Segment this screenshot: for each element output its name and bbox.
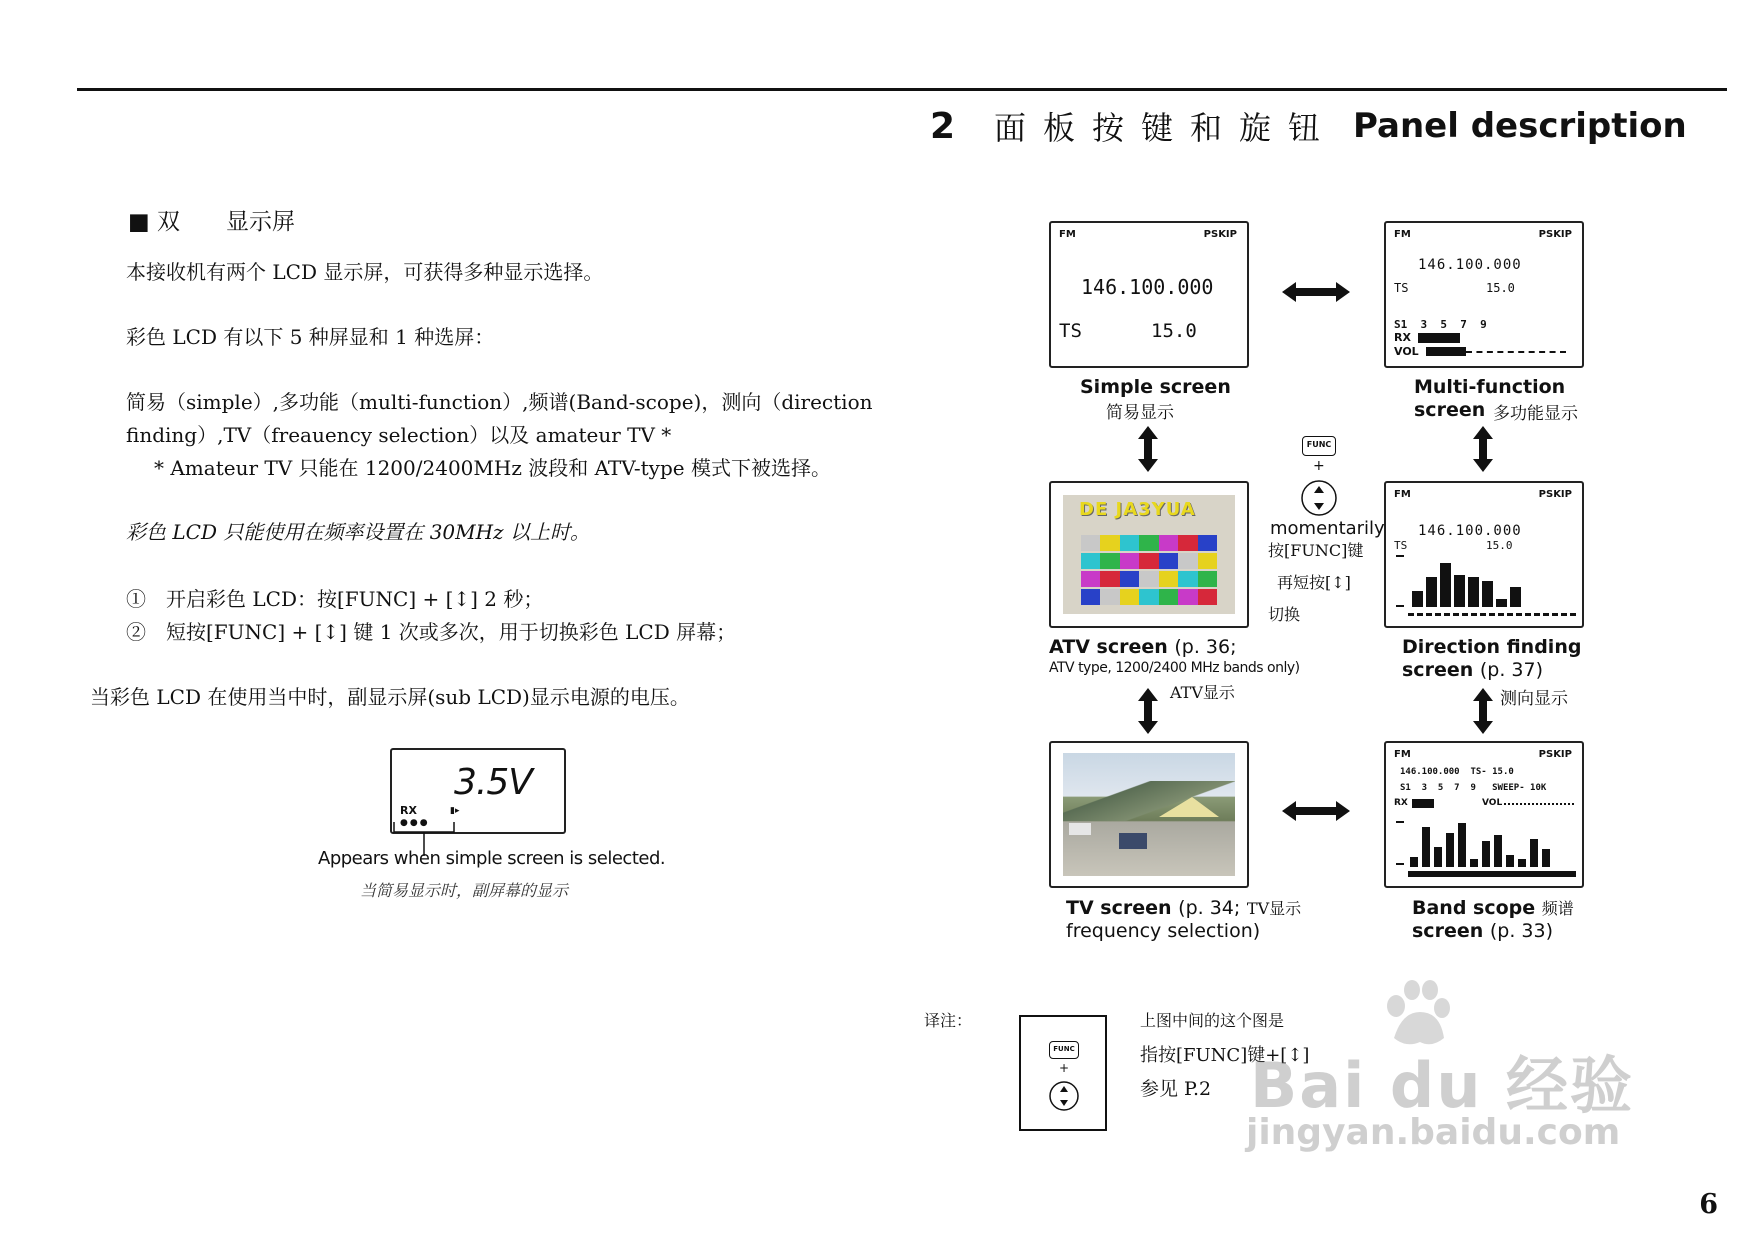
atv-bar (1100, 553, 1119, 569)
direction-caption-line2 (1402, 659, 1543, 681)
atv-bar (1100, 535, 1119, 551)
multi-caption-en-2: screen (1414, 399, 1486, 421)
atv-screen (1049, 481, 1249, 628)
tv-screen (1049, 741, 1249, 888)
direction-ts-label: TS (1394, 539, 1408, 552)
tv-caption-en-2: frequency selection) (1066, 920, 1261, 942)
band-sweep-bar (1408, 871, 1576, 877)
sub-lcd-caption-en: Appears when simple screen is selected. (318, 848, 666, 869)
note-plus: + (1059, 1061, 1070, 1075)
band-scope-bars (1410, 819, 1550, 867)
atv-bar (1198, 553, 1217, 569)
center-plus: + (1313, 458, 1325, 474)
simple-ts-label: TS (1059, 320, 1082, 342)
note-func-key-icon: FUNC (1049, 1041, 1079, 1059)
atv-bar (1120, 535, 1139, 551)
paragraph-1: 本接收机有两个 LCD 显示屏，可获得多种显示选择。 (126, 260, 604, 284)
direction-caption-page: (p. 37) (1479, 659, 1544, 681)
atv-bar (1178, 553, 1197, 569)
atv-caption-cn: ATV显示 (1170, 683, 1235, 702)
atv-color-bars (1081, 535, 1217, 609)
atv-bar (1120, 571, 1139, 587)
sub-lcd-dots: ●●● (400, 818, 430, 828)
simple-frequency: 146.100.000 (1081, 275, 1214, 299)
step-1: ① 开启彩色 LCD：按[FUNC] + [↕] 2 秒； (126, 587, 544, 611)
band-vol-track (1504, 803, 1574, 805)
atv-bar (1081, 589, 1100, 605)
page-number: 6 (1699, 1189, 1718, 1220)
atv-bar-row (1081, 553, 1217, 569)
direction-scale (1396, 555, 1404, 607)
watermark-url: jingyan.baidu.com (1246, 1112, 1621, 1153)
step-2: ② 短按[FUNC] + [↕] 键 1 次或多次，用于切换彩色 LCD 屏幕； (126, 620, 737, 644)
atv-bar (1100, 589, 1119, 605)
multi-s-scale: S1 3 5 7 9 (1394, 318, 1487, 331)
atv-bar (1081, 553, 1100, 569)
simple-screen (1049, 221, 1249, 368)
atv-bar (1159, 535, 1178, 551)
simple-pskip: PSKIP (1203, 229, 1237, 240)
multi-ts-value: 15.0 (1486, 281, 1515, 295)
arrow-direction-band (1472, 688, 1494, 734)
multi-caption-en: Multi-function (1414, 376, 1566, 398)
tv-caption (1066, 897, 1301, 920)
band-vol: VOL (1482, 798, 1503, 808)
tv-picture (1063, 753, 1235, 876)
atv-bar (1081, 571, 1100, 587)
multi-vol-track (1466, 351, 1566, 353)
tv-caption-cn: TV显示 (1246, 899, 1302, 918)
note-line-2: 指按[FUNC]键+[↕] (1140, 1045, 1310, 1066)
atv-bar (1081, 535, 1100, 551)
atv-bar (1198, 571, 1217, 587)
paragraph-3-line-2: finding）,TV（freauency selection）以及 amateur TV * (126, 423, 672, 447)
band-pskip: PSKIP (1538, 749, 1572, 760)
direction-signal-bars (1412, 561, 1521, 607)
atv-bar (1139, 553, 1158, 569)
atv-bar (1139, 571, 1158, 587)
direction-caption-en-2: screen (1402, 659, 1474, 681)
tv-van (1069, 823, 1091, 835)
multi-mode: FM (1394, 229, 1411, 240)
band-caption-page: (p. 33) (1489, 920, 1554, 942)
arrow-atv-tv (1137, 688, 1159, 734)
atv-picture (1063, 495, 1235, 614)
atv-bar (1159, 571, 1178, 587)
multi-caption-cn: 多功能显示 (1493, 404, 1578, 424)
band-rx-meter (1412, 799, 1434, 808)
chapter-title-en: Panel description (1353, 106, 1687, 146)
atv-caption (1049, 636, 1237, 658)
note-updown-key-icon (1047, 1079, 1081, 1113)
atv-caption-page: (p. 36; (1174, 636, 1237, 658)
multi-vol: VOL (1394, 345, 1419, 358)
multi-function-screen (1384, 221, 1584, 368)
atv-bar (1139, 589, 1158, 605)
direction-mode: FM (1394, 489, 1411, 500)
simple-mode: FM (1059, 229, 1076, 240)
multi-pskip: PSKIP (1538, 229, 1572, 240)
atv-bar-row (1081, 589, 1217, 605)
sub-lcd-voltage: 3.5V (454, 762, 532, 803)
center-updown-key-icon (1299, 478, 1339, 518)
multi-rx: RX (1394, 331, 1411, 344)
center-func-key-icon: FUNC (1302, 436, 1336, 456)
arrow-simple-multi (1282, 281, 1350, 303)
band-scale (1396, 821, 1404, 865)
atv-bar (1198, 535, 1217, 551)
sub-lcd-rx: RX (400, 804, 417, 817)
atv-bar (1120, 589, 1139, 605)
center-again: 再短按[↕] (1277, 573, 1351, 592)
atv-bar (1159, 553, 1178, 569)
band-caption-en-2: screen (1412, 920, 1484, 942)
atv-bar (1139, 535, 1158, 551)
multi-rx-meter (1418, 333, 1460, 343)
note-line-3: 参见 P.2 (1140, 1078, 1212, 1100)
italic-note: 彩色 LCD 只能使用在频率设置在 30MHz 以上时。 (126, 520, 590, 544)
center-press: 按[FUNC]键 (1268, 541, 1364, 560)
paragraph-3-line-1: 简易（simple）,多功能（multi-function）,频谱(Band-scope)，测向（direction (126, 390, 873, 414)
direction-ts-value: 15.0 (1486, 539, 1513, 552)
atv-bar-row (1081, 535, 1217, 551)
arrow-simple-atv (1137, 426, 1159, 472)
direction-pskip: PSKIP (1538, 489, 1572, 500)
atv-bar (1178, 571, 1197, 587)
band-caption-cn: 频谱 (1541, 899, 1574, 918)
simple-caption-cn: 简易显示 (1106, 403, 1174, 423)
band-mode: FM (1394, 749, 1411, 760)
header-rule (77, 88, 1727, 91)
center-momentarily: momentarily (1270, 518, 1385, 539)
amateur-tv-note: * Amateur TV 只能在 1200/2400MHz 波段和 ATV-type 模式下被选择。 (154, 456, 831, 480)
arrow-tv-band (1282, 800, 1350, 822)
multi-ts-label: TS (1394, 281, 1409, 295)
arrow-multi-direction (1472, 426, 1494, 472)
paragraph-4: 当彩色 LCD 在使用当中时，副显示屏(sub LCD)显示电源的电压。 (90, 685, 690, 709)
multi-vol-meter (1426, 347, 1466, 356)
band-caption-en: Band scope (1412, 897, 1536, 919)
band-freq-line: 146.100.000 TS- 15.0 (1400, 767, 1514, 777)
chapter-title-cn: 面板按键和旋钮 (994, 109, 1338, 147)
direction-baseline (1408, 613, 1576, 616)
sub-lcd-battery-icon: ▮▸ (450, 806, 460, 816)
atv-bar (1198, 589, 1217, 605)
direction-caption-cn: 测向显示 (1500, 689, 1568, 709)
watermark-brand: Bai du 经验 (1250, 1049, 1635, 1122)
band-scale-line: S1 3 5 7 9 SWEEP- 10K (1400, 783, 1547, 793)
note-key-box (1019, 1015, 1107, 1131)
sub-lcd-caption-cn: 当简易显示时，副屏幕的显示 (360, 881, 569, 900)
atv-caption-sub: ATV type, 1200/2400 MHz bands only) (1049, 660, 1300, 676)
direction-frequency: 146.100.000 (1418, 523, 1522, 539)
band-scope-screen (1384, 741, 1584, 888)
note-label: 译注： (924, 1011, 973, 1030)
tv-caption-page: (p. 34; (1178, 897, 1241, 919)
note-line-1: 上图中间的这个图是 (1140, 1011, 1285, 1030)
tv-car (1119, 833, 1147, 849)
band-rx: RX (1394, 798, 1408, 808)
direction-finding-screen (1384, 481, 1584, 628)
tv-caption-en: TV screen (1066, 897, 1172, 919)
atv-bar (1159, 589, 1178, 605)
chapter-number: 2 (930, 105, 956, 147)
band-caption (1412, 897, 1574, 920)
atv-caption-en: ATV screen (1049, 636, 1168, 658)
simple-caption-en: Simple screen (1080, 376, 1231, 398)
atv-bar (1178, 589, 1197, 605)
page-header (930, 104, 1687, 148)
simple-ts-value: 15.0 (1151, 320, 1197, 342)
center-switch: 切换 (1268, 605, 1301, 624)
section-title: ■ 双 显示屏 (128, 209, 296, 235)
atv-bar (1178, 535, 1197, 551)
multi-frequency: 146.100.000 (1418, 257, 1522, 273)
atv-bar (1120, 553, 1139, 569)
atv-bar-row (1081, 571, 1217, 587)
atv-bar (1100, 571, 1119, 587)
paragraph-2: 彩色 LCD 有以下 5 种屏显和 1 种选屏： (126, 325, 495, 349)
band-caption-line2 (1412, 920, 1553, 942)
atv-callsign: DE JA3YUA (1079, 499, 1196, 520)
direction-caption-en: Direction finding (1402, 636, 1582, 658)
